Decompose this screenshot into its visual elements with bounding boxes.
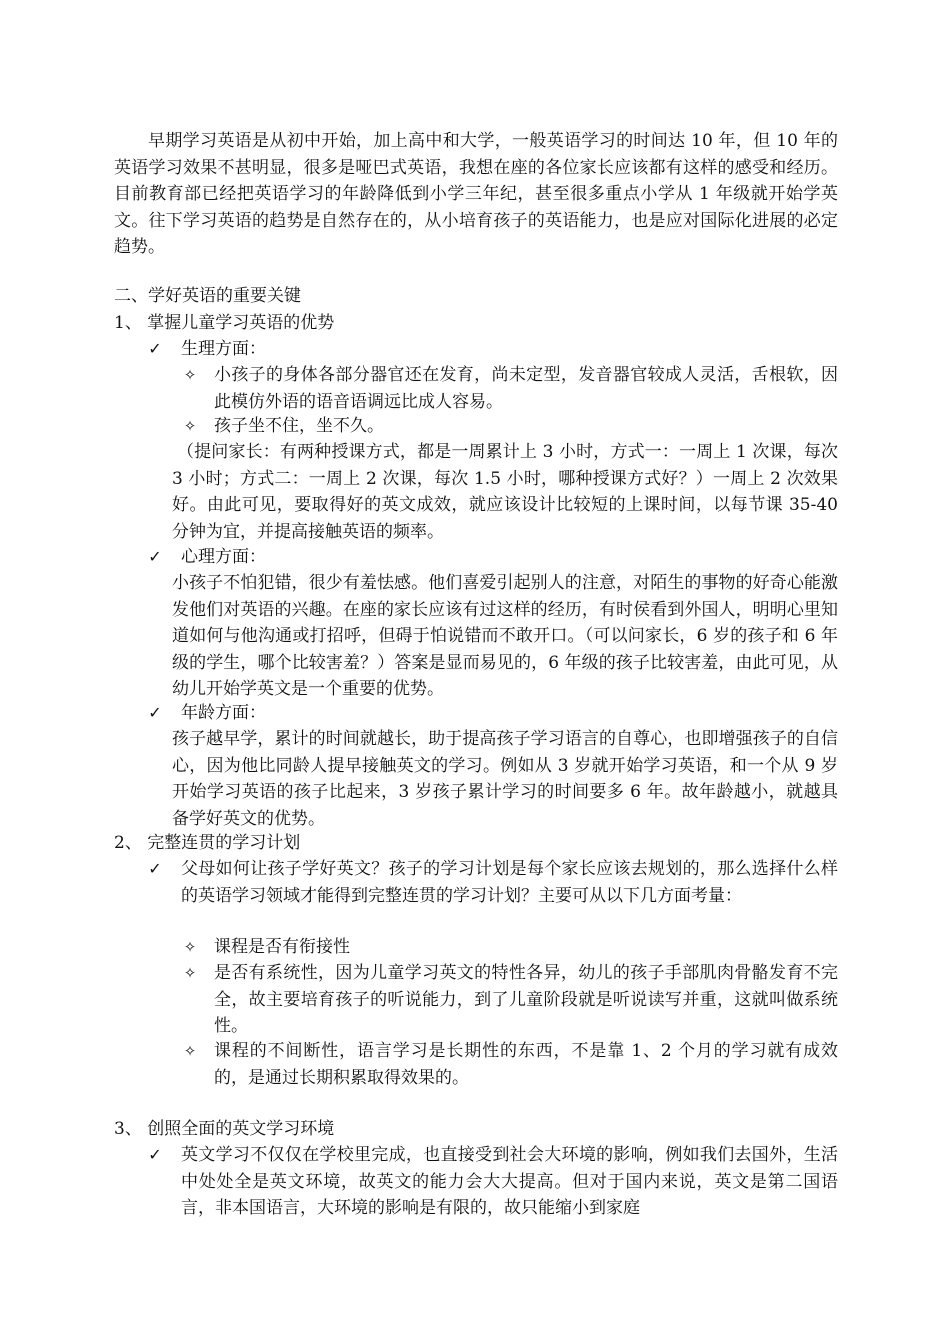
s2-heading: 2、 完整连贯的学习计划 (114, 833, 301, 853)
diamond-icon: ✧ (183, 417, 197, 435)
s2-point-3: 课程的不间断性，语言学习是长期性的东西，不是靠 1、2 个月的学习就有成效的，是通过长期积累取得效果的。 (214, 1041, 838, 1088)
check-icon: ✓ (148, 703, 162, 722)
check-icon: ✓ (148, 339, 162, 358)
s1-physio-label: 生理方面： (181, 339, 266, 359)
check-icon: ✓ (148, 547, 162, 566)
s1-physio-point-1: 小孩子的身体各部分器官还在发育，尚未定型，发音器官较成人灵活，舌根软，因此模仿外语的语音语调远比成人容易。 (214, 365, 838, 412)
s2-intro: 父母如何让孩子学好英文？孩子的学习计划是每个家长应该去规划的，那么选择什么样的英语学习领域才能得到完整连贯的学习计划？主要可从以下几方面考量： (181, 859, 838, 906)
s2-point-1: 课程是否有衔接性 (214, 937, 350, 957)
s3-text: 英文学习不仅仅在学校里完成，也直接受到社会大环境的影响，例如我们去国外，生活中处处全是英文环境，故英文的能力会大大提高。但对于国内来说，英文是第二国语言，非本国语言，大环境的影响是有限的，故只能缩小到家庭 (181, 1145, 838, 1218)
s1-psych-text: 小孩子不怕犯错，很少有羞怯感。他们喜爱引起别人的注意，对陌生的事物的好奇心能激发他们对英语的兴趣。在座的家长应该有过这样的经历，有时侯看到外国人，明明心里知道如何与他沟通或打招呼，但碍于怕说错而不敢开口。（可以问家长，6 岁的孩子和 6 年级的学生，哪个比较害羞？）答案是显而易见的，6 年级的孩子比较害羞，由此可见，从幼儿开始学英文是一个重要的优势。 (172, 573, 838, 699)
s1-heading: 1、 掌握儿童学习英语的优势 (114, 313, 335, 333)
diamond-icon: ✧ (183, 1042, 197, 1060)
diamond-icon: ✧ (183, 366, 197, 384)
diamond-icon: ✧ (183, 964, 197, 982)
s1-physio-note: （提问家长：有两种授课方式，都是一周累计上 3 小时，方式一：一周上 1 次课，每次 3 小时；方式二：一周上 2 次课，每次 1.5 小时，哪种授课方式好？）一周上 2 次效果好。由此可见，要取得好的英文成效，就应该设计比较短的上课时间，以每节课 35-40 分钟为宜，并提高接触英语的频率。 (172, 442, 838, 542)
check-icon: ✓ (148, 859, 162, 878)
s1-psych-label: 心理方面： (181, 547, 266, 567)
intro-paragraph: 早期学习英语是从初中开始，加上高中和大学，一般英语学习的时间达 10 年，但 10 年的英语学习效果不甚明显，很多是哑巴式英语，我想在座的各位家长应该都有这样的感受和经历。目前教育部已经把英语学习的年龄降低到小学三年纪，甚至很多重点小学从 1 年级就开始学英文。往下学习英语的趋势是自然存在的，从小培育孩子的英语能力，也是应对国际化进展的必定趋势。 (114, 131, 838, 257)
diamond-icon: ✧ (183, 938, 197, 956)
s1-physio-point-2: 孩子坐不住，坐不久。 (214, 416, 384, 436)
s1-age-label: 年龄方面： (181, 703, 266, 723)
s2-point-2: 是否有系统性，因为儿童学习英文的特性各异，幼儿的孩子手部肌肉骨骼发育不完全，故主要培育孩子的听说能力，到了儿童阶段就是听说读写并重，这就叫做系统性。 (214, 963, 838, 1036)
s1-age-text: 孩子越早学，累计的时间就越长，助于提高孩子学习语言的自尊心，也即增强孩子的自信心，因为他比同龄人提早接触英文的学习。例如从 3 岁就开始学习英语，和一个从 9 岁开始学习英语的孩子比起来，3 岁孩子累计学习的时间要多 6 年。故年龄越小，就越具备学好英文的优势。 (172, 729, 838, 829)
s3-heading: 3、 创照全面的英文学习环境 (114, 1119, 335, 1139)
check-icon: ✓ (148, 1145, 162, 1164)
section-title: 二、学好英语的重要关键 (114, 286, 301, 306)
